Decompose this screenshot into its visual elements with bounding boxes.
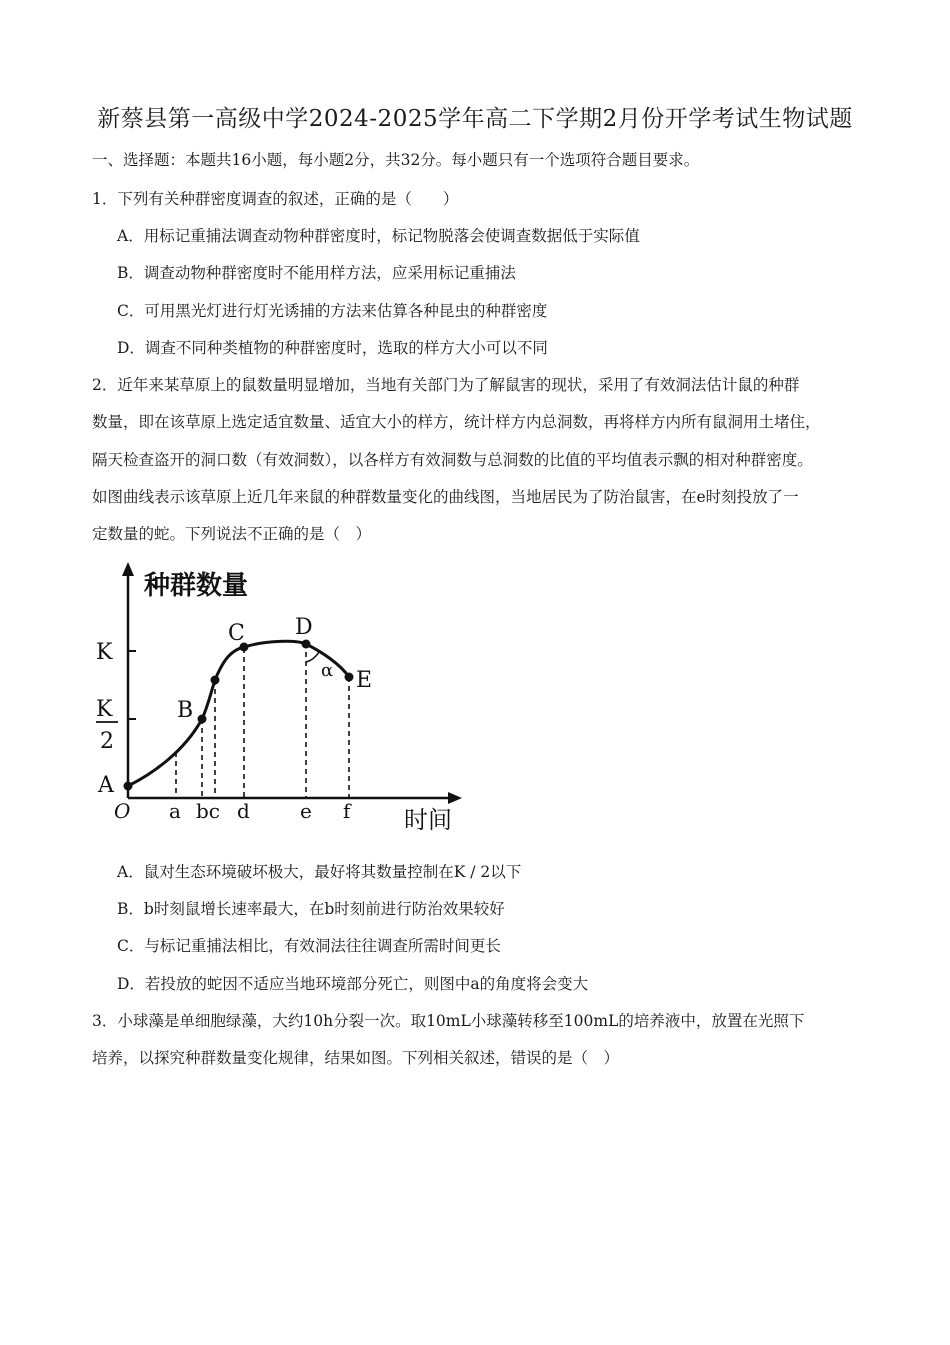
point-label-a: A <box>98 773 114 798</box>
question-3-stem-line: 3．小球藻是单细胞绿藻，大约10h分裂一次。取10mL小球藻转移至100mL的培养液中，放置在光照下 <box>92 1012 805 1030</box>
point-label-d: D <box>295 615 313 640</box>
question-1-option-d: D．调查不同种类植物的种群密度时，选取的样方大小可以不同 <box>117 339 548 357</box>
population-curve <box>128 641 349 786</box>
x-tick-f: f <box>343 799 351 823</box>
section-header: 一、选择题：本题共16小题，每小题2分，共32分。每小题只有一个选项符合题目要求。 <box>92 151 700 169</box>
question-2-stem-line: 2．近年来某草原上的鼠数量明显增加，当地有关部门为了解鼠害的现状，采用了有效洞法估计鼠的种群 <box>92 376 800 394</box>
y-axis-arrow <box>122 562 134 576</box>
question-2-option-c: C．与标记重捕法相比，有效洞法往往调查所需时间更长 <box>117 937 501 955</box>
y-axis-label: 种群数量 <box>144 571 249 601</box>
x-tick-d: d <box>237 799 250 823</box>
point-label-e: E <box>356 668 373 693</box>
question-2-option-d: D．若投放的蛇因不适应当地环境部分死亡，则图中a的角度将会变大 <box>117 975 589 993</box>
question-2-stem-line: 隔天检查盗开的洞口数（有效洞数），以各样方有效洞数与总洞数的比值的平均值表示飘的相对种群密度。 <box>92 451 813 469</box>
x-axis-arrow <box>448 792 462 804</box>
question-2-stem-line: 数量，即在该草原上选定适宜数量、适宜大小的样方，统计样方内总洞数，再将样方内所有鼠洞用土堵住， <box>92 413 821 431</box>
question-1-stem: 1．下列有关种群密度调查的叙述，正确的是（ ） <box>92 190 459 208</box>
angle-arc <box>306 652 319 662</box>
question-2-option-a: A．鼠对生态环境破坏极大，最好将其数量控制在K / 2以下 <box>117 863 522 881</box>
half-k-numerator: K <box>96 697 113 722</box>
point-b-marker <box>198 715 207 724</box>
question-2-stem-line: 如图曲线表示该草原上近几年来鼠的种群数量变化的曲线图，当地居民为了防治鼠害，在e时刻投放了一 <box>92 488 799 506</box>
x-tick-a: a <box>169 799 181 823</box>
population-curve-svg <box>92 560 472 840</box>
point-d-marker <box>302 640 311 649</box>
question-2-stem-line: 定数量的蛇。下列说法不正确的是（ ） <box>92 525 372 543</box>
question-2-option-b: B．b时刻鼠增长速率最大，在b时刻前进行防治效果较好 <box>117 900 505 918</box>
x-tick-bc: bc <box>196 799 221 823</box>
page-title: 新蔡县第一高级中学2024-2025学年高二下学期2月份开学考试生物试题 <box>97 106 853 132</box>
question-3-stem-line: 培养，以探究种群数量变化规律，结果如图。下列相关叙述，错误的是（ ） <box>92 1049 620 1067</box>
x-tick-e: e <box>300 799 312 823</box>
point-a-marker <box>124 782 133 791</box>
point-bc-marker <box>211 676 220 685</box>
point-e-marker <box>345 673 354 682</box>
angle-label: α <box>321 660 334 681</box>
question-1-option-a: A．用标记重捕法调查动物种群密度时，标记物脱落会使调查数据低于实际值 <box>117 227 640 245</box>
k-label: K <box>96 640 113 665</box>
x-axis-label: 时间 <box>404 806 452 834</box>
origin-label: O <box>114 799 131 823</box>
half-k-denominator: 2 <box>100 729 114 754</box>
point-label-b: B <box>177 698 194 723</box>
question-1-option-b: B．调查动物种群密度时不能用样方法，应采用标记重捕法 <box>117 264 516 282</box>
question-1-option-c: C．可用黑光灯进行灯光诱捕的方法来估算各种昆虫的种群密度 <box>117 302 548 320</box>
population-curve-figure <box>92 560 472 840</box>
point-label-c: C <box>228 621 245 646</box>
